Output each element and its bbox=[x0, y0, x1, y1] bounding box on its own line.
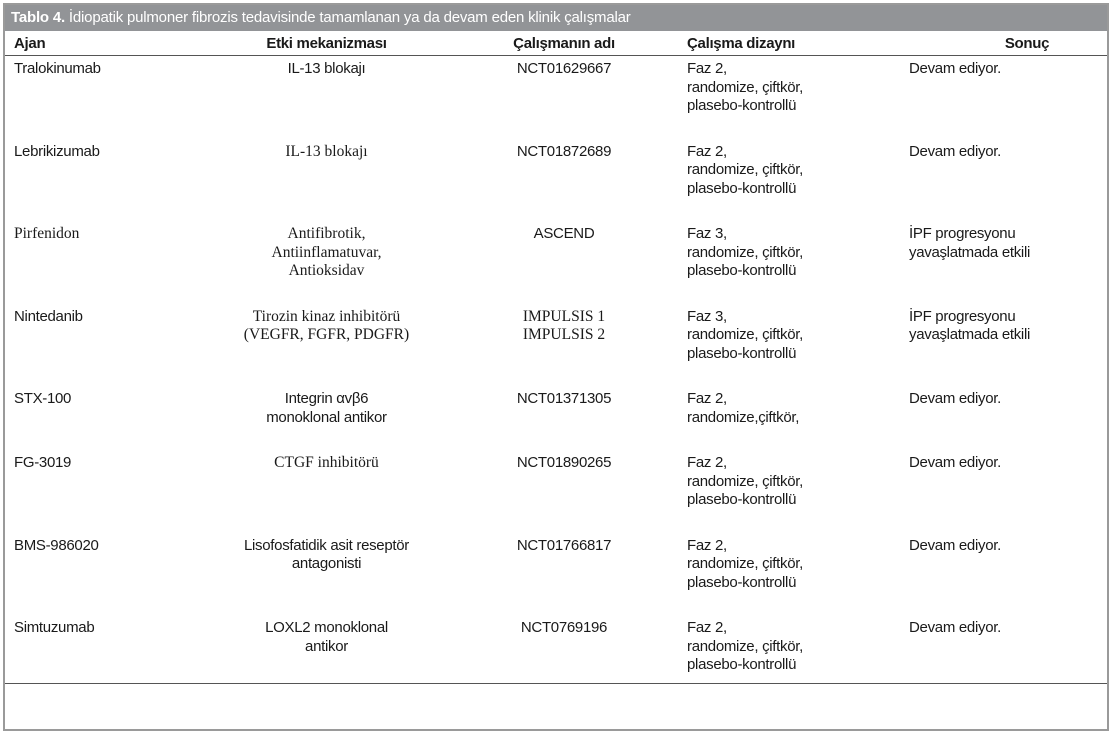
header-calisma: Çalışmanın adı bbox=[469, 31, 659, 56]
cell-line: antikor bbox=[305, 637, 348, 655]
cell-line: NCT01766817 bbox=[516, 536, 612, 554]
table-caption bbox=[5, 5, 1107, 31]
cell-line: LOXL2 monoklonal bbox=[265, 619, 388, 636]
cell-line: Faz 3, bbox=[687, 307, 727, 325]
cell-line: Lisofosfatidik asit reseptör bbox=[243, 536, 410, 554]
cell-calisma bbox=[469, 386, 659, 450]
cell-line: plasebo-kontrollü bbox=[687, 491, 797, 508]
cell-line: Antifibrotik, bbox=[287, 225, 366, 242]
cell-line: Faz 2, bbox=[687, 390, 727, 407]
cell-ajan: Simtuzumab bbox=[5, 615, 184, 683]
cell-line: Faz 2, bbox=[687, 536, 727, 554]
cell-line: NCT01872689 bbox=[516, 142, 612, 160]
cell-line: NCT01890265 bbox=[516, 454, 612, 471]
cell-line: randomize, çiftkör, bbox=[687, 78, 804, 96]
cell-sonuc bbox=[887, 615, 1107, 683]
cell-line: randomize, çiftkör, bbox=[687, 637, 804, 655]
cell-calisma bbox=[469, 450, 659, 533]
cell-line: IL-13 blokajı bbox=[285, 142, 368, 160]
cell-ajan: Pirfenidon bbox=[14, 225, 80, 242]
cell-line: Antiinflamatuvar, bbox=[271, 243, 382, 261]
cell-mekanizma bbox=[184, 533, 469, 616]
cell-line: Tirozin kinaz inhibitörü bbox=[252, 307, 401, 325]
cell-line: randomize, çiftkör, bbox=[687, 243, 804, 261]
cell-line: Faz 2, bbox=[687, 142, 727, 160]
caption-label: Tablo 4. bbox=[11, 9, 65, 26]
cell-line: Devam ediyor. bbox=[909, 60, 1001, 77]
cell-line: plasebo-kontrollü bbox=[687, 262, 797, 279]
header-sonuc: Sonuç bbox=[887, 31, 1107, 56]
cell-sonuc bbox=[887, 139, 1107, 222]
cell-line: (VEGFR, FGFR, PDGFR) bbox=[243, 326, 410, 343]
table-row bbox=[5, 221, 1107, 304]
cell-line: ASCEND bbox=[533, 225, 595, 242]
cell-ajan: BMS-986020 bbox=[14, 536, 99, 554]
cell-sonuc bbox=[887, 304, 1107, 387]
cell-line: randomize, çiftkör, bbox=[687, 472, 804, 490]
cell-calisma bbox=[469, 615, 659, 683]
cell-line: NCT0769196 bbox=[520, 619, 608, 636]
cell-line: İPF progresyonu bbox=[909, 307, 1016, 325]
cell-line: antagonisti bbox=[291, 555, 362, 572]
cell-sonuc bbox=[887, 386, 1107, 450]
cell-line: IMPULSIS 1 bbox=[522, 307, 606, 325]
table-frame bbox=[3, 3, 1109, 731]
cell-line: Antioksidav bbox=[288, 262, 365, 279]
cell-line: randomize, çiftkör, bbox=[687, 161, 804, 178]
cell-mekanizma bbox=[184, 221, 469, 304]
cell-calisma bbox=[469, 56, 659, 139]
cell-ajan: FG-3019 bbox=[14, 454, 72, 471]
cell-line: CTGF inhibitörü bbox=[274, 454, 379, 471]
cell-line: monoklonal antikor bbox=[266, 408, 387, 426]
cell-mekanizma bbox=[184, 386, 469, 450]
header-mekanizma: Etki mekanizması bbox=[184, 31, 469, 56]
cell-ajan: STX-100 bbox=[14, 390, 72, 407]
cell-calisma bbox=[469, 221, 659, 304]
cell-mekanizma bbox=[184, 56, 469, 139]
table-row bbox=[5, 386, 1107, 450]
cell-line: Devam ediyor. bbox=[909, 619, 1001, 636]
cell-line: IL-13 blokajı bbox=[287, 60, 366, 77]
cell-line: yavaşlatmada etkili bbox=[909, 243, 1031, 261]
cell-dizayn bbox=[659, 139, 887, 222]
cell-line: Devam ediyor. bbox=[909, 390, 1001, 407]
table-row bbox=[5, 615, 1107, 683]
cell-sonuc bbox=[887, 221, 1107, 304]
cell-dizayn bbox=[659, 56, 887, 139]
cell-sonuc bbox=[887, 533, 1107, 616]
cell-line: Faz 2, bbox=[687, 60, 727, 77]
cell-line: NCT01371305 bbox=[516, 390, 612, 407]
cell-dizayn bbox=[659, 533, 887, 616]
cell-line: Devam ediyor. bbox=[909, 536, 1001, 554]
cell-calisma bbox=[469, 139, 659, 222]
cell-sonuc bbox=[887, 56, 1107, 139]
cell-dizayn bbox=[659, 450, 887, 533]
cell-line: plasebo-kontrollü bbox=[687, 97, 797, 114]
table-row bbox=[5, 304, 1107, 387]
cell-mekanizma bbox=[184, 615, 469, 683]
cell-line: randomize,çiftkör, bbox=[687, 408, 800, 426]
cell-line: Integrin αvβ6 bbox=[284, 390, 369, 407]
table-row bbox=[5, 450, 1107, 533]
cell-line: İPF progresyonu bbox=[909, 225, 1016, 242]
cell-line: plasebo-kontrollü bbox=[687, 179, 797, 197]
cell-line: yavaşlatmada etkili bbox=[909, 326, 1031, 343]
cell-mekanizma bbox=[184, 304, 469, 387]
cell-dizayn bbox=[659, 615, 887, 683]
cell-line: Devam ediyor. bbox=[909, 454, 1001, 471]
cell-ajan: Nintedanib bbox=[14, 307, 83, 325]
cell-line: Faz 3, bbox=[687, 225, 727, 242]
cell-calisma bbox=[469, 304, 659, 387]
cell-mekanizma bbox=[184, 450, 469, 533]
cell-line: Devam ediyor. bbox=[909, 142, 1001, 160]
cell-calisma bbox=[469, 533, 659, 616]
cell-line: randomize, çiftkör, bbox=[687, 555, 804, 572]
header-dizayn: Çalışma dizaynı bbox=[659, 31, 887, 56]
table-row bbox=[5, 56, 1107, 139]
cell-dizayn bbox=[659, 221, 887, 304]
cell-line: plasebo-kontrollü bbox=[687, 344, 797, 362]
cell-line: randomize, çiftkör, bbox=[687, 326, 804, 343]
table-row bbox=[5, 139, 1107, 222]
cell-line: plasebo-kontrollü bbox=[687, 573, 797, 591]
cell-line: plasebo-kontrollü bbox=[687, 656, 797, 673]
cell-line: NCT01629667 bbox=[516, 60, 612, 77]
cell-line: Faz 2, bbox=[687, 454, 727, 471]
caption-text: İdiopatik pulmoner fibrozis tedavisinde tamamlanan ya da devam eden klinik çalışmalar bbox=[64, 9, 631, 26]
header-ajan: Ajan bbox=[5, 31, 184, 56]
cell-mekanizma bbox=[184, 139, 469, 222]
cell-ajan: Tralokinumab bbox=[14, 60, 101, 77]
cell-line: IMPULSIS 2 bbox=[522, 326, 606, 343]
header-row bbox=[5, 31, 1107, 56]
cell-sonuc bbox=[887, 450, 1107, 533]
cell-line: Faz 2, bbox=[687, 619, 727, 636]
table-row bbox=[5, 533, 1107, 616]
cell-ajan: Lebrikizumab bbox=[14, 142, 100, 160]
cell-dizayn bbox=[659, 304, 887, 387]
cell-dizayn bbox=[659, 386, 887, 450]
clinical-trials-table bbox=[5, 31, 1107, 684]
